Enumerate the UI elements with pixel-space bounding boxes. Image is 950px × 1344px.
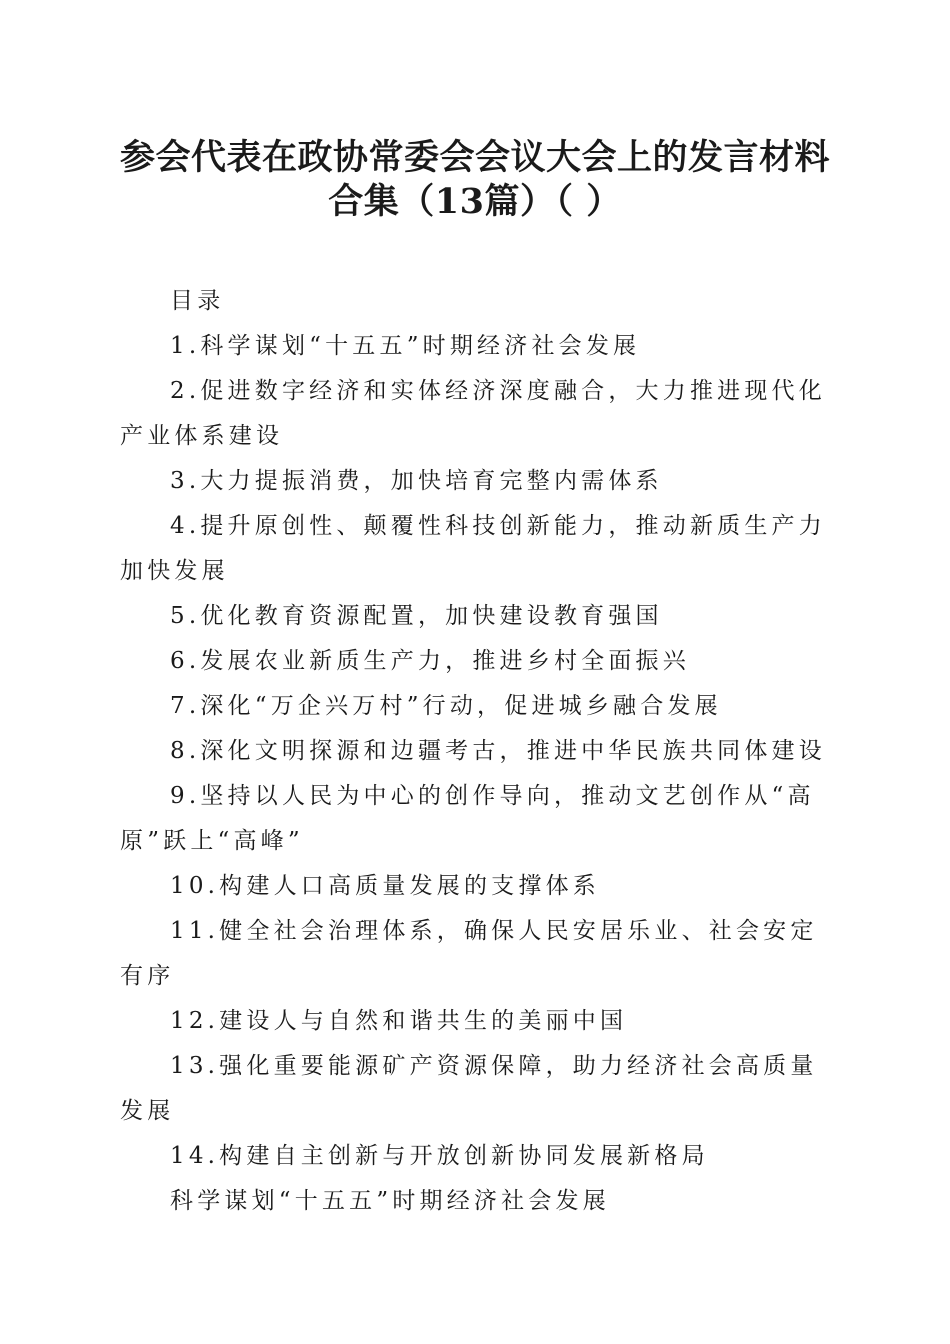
toc-item: 12.建设人与自然和谐共生的美丽中国 (170, 1008, 628, 1034)
toc-item: 1.科学谋划“十五五”时期经济社会发展 (170, 333, 641, 359)
toc-item: 6.发展农业新质生产力，推进乡村全面振兴 (170, 648, 690, 674)
toc-item: 9.坚持以人民为中心的创作导向，推动文艺创作从“高原”跃上“高峰” (120, 783, 815, 854)
toc-item: 4.提升原创性、颠覆性科技创新能力，推动新质生产力加快发展 (120, 513, 826, 584)
toc-item: 2.促进数字经济和实体经济深度融合，大力推进现代化产业体系建设 (120, 378, 826, 449)
toc-item: 10.构建人口高质量发展的支撑体系 (170, 873, 600, 899)
toc-item: 13.强化重要能源矿产资源保障，助力经济社会高质量发展 (120, 1053, 818, 1124)
toc-item: 14.构建自主创新与开放创新协同发展新格局 (170, 1143, 709, 1169)
toc-item: 3.大力提振消费，加快培育完整内需体系 (170, 468, 663, 494)
table-of-contents (120, 279, 830, 1224)
toc-heading: 目录 (170, 288, 225, 314)
section-heading: 科学谋划“十五五”时期经济社会发展 (170, 1188, 610, 1214)
toc-item: 8.深化文明探源和边疆考古，推进中华民族共同体建设 (170, 738, 826, 764)
title-line-1: 参会代表在政协常委会会议大会上的发言材料 (119, 137, 830, 178)
toc-item: 11.健全社会治理体系，确保人民安居乐业、社会安定有序 (120, 918, 818, 989)
document-title (110, 136, 840, 224)
toc-item: 7.深化“万企兴万村”行动，促进城乡融合发展 (170, 693, 722, 719)
title-line-2: 合集（13篇）（ ） (328, 181, 622, 222)
toc-item: 5.优化教育资源配置，加快建设教育强国 (170, 603, 663, 629)
